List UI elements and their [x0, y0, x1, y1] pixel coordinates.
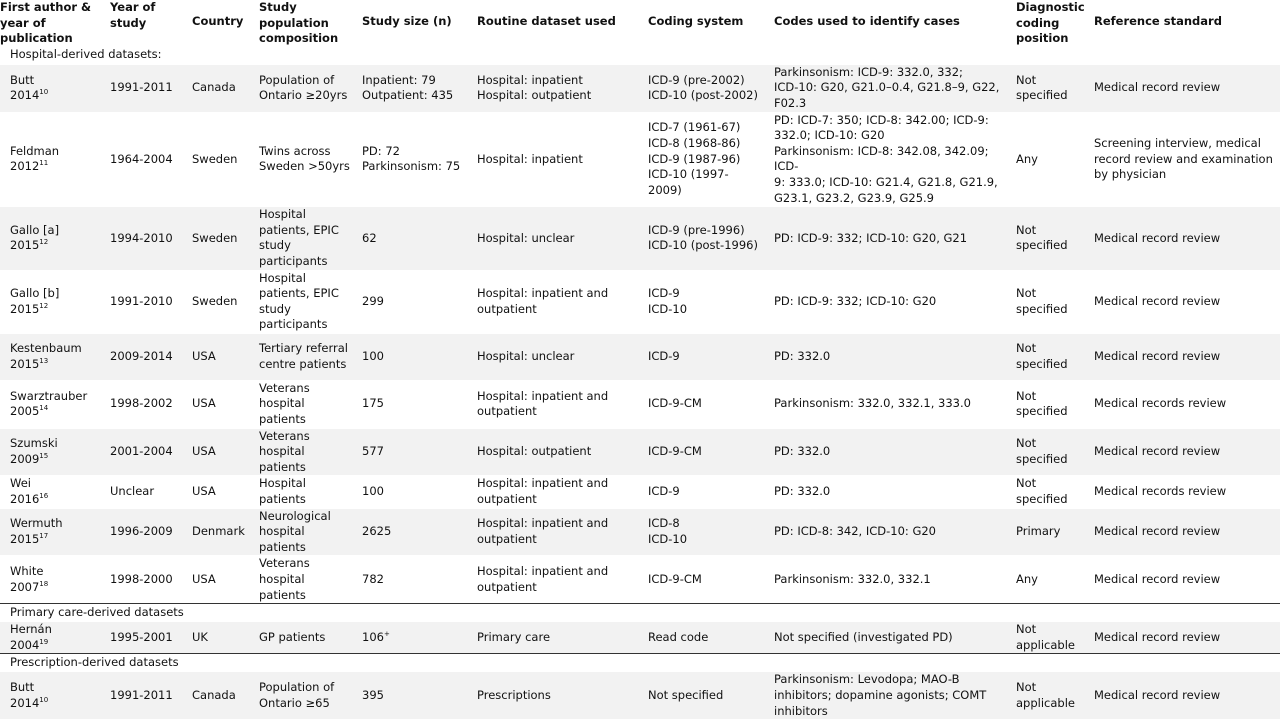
- country-text: Canada: [192, 80, 236, 95]
- reference-number: 10: [39, 88, 49, 97]
- section-header: [0, 654, 1280, 672]
- author-text: Butt 2014: [10, 72, 40, 103]
- size-footnote-mark: +: [383, 630, 390, 639]
- author-text: Kestenbaum 2015: [10, 341, 82, 371]
- cell-reference: [1086, 428, 1280, 476]
- coding-text: ICD-9: [648, 484, 680, 499]
- author-text: Gallo [a] 2015: [10, 222, 60, 253]
- reference-text: Medical record review: [1094, 80, 1221, 95]
- population-text: Twins across Sweden >50yrs: [259, 143, 350, 174]
- year-text: 1991-2011: [110, 80, 173, 95]
- section-title: Prescription-derived datasets: [0, 654, 1280, 672]
- cell-population: [251, 556, 354, 604]
- codes-text: PD: ICD-8: 342, ICD-10: G20: [774, 524, 936, 539]
- cell-reference: [1086, 207, 1280, 270]
- cell-year: [102, 508, 184, 556]
- cell-population: [251, 112, 354, 207]
- cell-dataset: [469, 270, 640, 333]
- table-row: [0, 508, 1280, 556]
- codes-text: Parkinsonism: 332.0, 332.1, 333.0: [774, 396, 971, 411]
- dataset-text: Hospital: inpatient Hospital: outpatient: [477, 72, 592, 103]
- dataset-text: Hospital: inpatient and outpatient: [477, 516, 609, 547]
- dataset-text: Hospital: inpatient and outpatient: [477, 388, 609, 419]
- cell-codes: [766, 270, 1008, 333]
- reference-number: 18: [39, 579, 49, 588]
- cell-reference: [1086, 64, 1280, 112]
- cell-reference: [1086, 112, 1280, 207]
- author-text: Szumski 2009: [10, 436, 58, 467]
- codes-text: PD: ICD-9: 332; ICD-10: G20: [774, 293, 937, 308]
- position-text: Not applicable: [1016, 622, 1075, 652]
- cell-population: [251, 333, 354, 380]
- position-text: Not specified: [1016, 341, 1068, 371]
- section-header: [0, 604, 1280, 622]
- country-text: Denmark: [192, 524, 245, 539]
- table-row: [0, 428, 1280, 476]
- cell-year: [102, 112, 184, 207]
- cell-position: [1008, 64, 1086, 112]
- country-text: USA: [192, 444, 216, 459]
- coding-text: ICD-7 (1961-67) ICD-8 (1968-86) ICD-9 (1987-96) ICD-10 (1997-2009): [648, 120, 741, 197]
- cell-codes: [766, 508, 1008, 556]
- position-text: Not specified: [1016, 388, 1068, 419]
- header-codes: Codes used to identify cases: [774, 14, 960, 28]
- cell-size: [354, 207, 469, 270]
- cell-country: [184, 333, 251, 380]
- section-header: [0, 47, 1280, 65]
- section-title: Primary care-derived datasets: [0, 604, 1280, 622]
- header-country: Country: [192, 14, 244, 28]
- reference-text: Medical record review: [1094, 572, 1221, 586]
- country-text: USA: [192, 349, 216, 364]
- codes-text: Parkinsonism: ICD-9: 332.0, 332; ICD-10: G20, G21.0–0.4, G21.8–9, G22, F02.3: [774, 64, 1000, 110]
- cell-size: [354, 333, 469, 380]
- cell-position: [1008, 270, 1086, 333]
- dataset-text: Hospital: inpatient: [477, 151, 583, 166]
- author-text: White 2007: [10, 564, 44, 594]
- country-text: Canada: [192, 687, 236, 702]
- country-text: Sweden: [192, 151, 238, 166]
- header-population: Study population composition: [259, 0, 339, 46]
- population-text: Hospital patients, EPIC study participants: [259, 270, 339, 332]
- cell-dataset: [469, 380, 640, 428]
- size-text: 299: [362, 293, 384, 308]
- cell-codes: [766, 207, 1008, 270]
- codes-text: Not specified (investigated PD): [774, 629, 953, 644]
- reference-text: Screening interview, medical record review and examination by physician: [1094, 135, 1273, 182]
- cell-country: [184, 672, 251, 719]
- codes-text: PD: ICD-9: 332; ICD-10: G20, G21: [774, 230, 968, 245]
- cell-dataset: [469, 333, 640, 380]
- cell-author: [0, 622, 102, 654]
- cell-dataset: [469, 428, 640, 476]
- cell-author: [0, 508, 102, 556]
- population-text: GP patients: [259, 629, 326, 644]
- table-row: [0, 672, 1280, 719]
- header-author: First author & year of publication: [0, 0, 92, 46]
- coding-text: ICD-9 (pre-2002) ICD-10 (post-2002): [648, 72, 758, 103]
- reference-number: 12: [39, 238, 49, 247]
- author-text: Feldman 2012: [10, 143, 60, 174]
- cell-country: [184, 64, 251, 112]
- population-text: Veterans hospital patients: [259, 556, 310, 602]
- reference-number: 12: [39, 301, 49, 310]
- dataset-text: Hospital: outpatient: [477, 444, 592, 459]
- year-text: 2001-2004: [110, 444, 173, 459]
- size-text: Inpatient: 79 Outpatient: 435: [362, 72, 454, 103]
- reference-number: 16: [39, 492, 49, 501]
- cell-author: [0, 380, 102, 428]
- reference-text: Medical record review: [1094, 349, 1221, 364]
- population-text: Population of Ontario ≥65: [259, 680, 335, 710]
- position-text: Primary: [1016, 524, 1061, 539]
- coding-text: ICD-9-CM: [648, 444, 702, 459]
- cell-coding: [640, 112, 766, 207]
- cell-dataset: [469, 476, 640, 508]
- cell-codes: [766, 428, 1008, 476]
- author-text: Butt 2014: [10, 680, 40, 710]
- cell-coding: [640, 622, 766, 654]
- author-text: Gallo [b] 2015: [10, 286, 60, 316]
- cell-country: [184, 476, 251, 508]
- cell-population: [251, 380, 354, 428]
- reference-number: 13: [39, 357, 49, 366]
- cell-codes: [766, 64, 1008, 112]
- cell-population: [251, 622, 354, 654]
- year-text: 1998-2000: [110, 572, 173, 586]
- cell-coding: [640, 672, 766, 719]
- position-text: Not specified: [1016, 222, 1068, 253]
- cell-author: [0, 672, 102, 719]
- reference-number: 11: [39, 159, 49, 168]
- year-text: 2009-2014: [110, 349, 173, 364]
- cell-year: [102, 672, 184, 719]
- header-position: Diagnostic coding position: [1016, 0, 1085, 46]
- author-text: Hernán 2004: [10, 622, 52, 652]
- cell-coding: [640, 556, 766, 604]
- position-text: Any: [1016, 151, 1038, 166]
- cell-dataset: [469, 112, 640, 207]
- cell-population: [251, 476, 354, 508]
- size-text: 62: [362, 230, 377, 245]
- codes-text: PD: 332.0: [774, 484, 831, 499]
- cell-reference: [1086, 556, 1280, 604]
- table-body: [0, 47, 1280, 719]
- position-text: Any: [1016, 572, 1038, 586]
- reference-number: 14: [39, 404, 49, 413]
- cell-reference: [1086, 476, 1280, 508]
- cell-author: [0, 556, 102, 604]
- reference-text: Medical record review: [1094, 524, 1221, 539]
- cell-year: [102, 333, 184, 380]
- cell-coding: [640, 508, 766, 556]
- header-reference: Reference standard: [1094, 14, 1222, 28]
- reference-text: Medical records review: [1094, 396, 1227, 411]
- size-text: 100: [362, 484, 384, 499]
- table-row: [0, 476, 1280, 508]
- coding-text: ICD-9-CM: [648, 572, 702, 586]
- country-text: UK: [192, 629, 208, 644]
- cell-coding: [640, 207, 766, 270]
- table-row: [0, 207, 1280, 270]
- header-size: Study size (n): [362, 14, 452, 28]
- cell-population: [251, 64, 354, 112]
- reference-text: Medical record review: [1094, 629, 1221, 644]
- cell-coding: [640, 380, 766, 428]
- cell-reference: [1086, 380, 1280, 428]
- size-text: 106: [362, 629, 384, 644]
- cell-year: [102, 476, 184, 508]
- reference-text: Medical record review: [1094, 293, 1221, 308]
- cell-dataset: [469, 508, 640, 556]
- size-text: 175: [362, 396, 384, 411]
- section-title: Hospital-derived datasets:: [10, 47, 162, 62]
- cell-size: [354, 64, 469, 112]
- cell-author: [0, 428, 102, 476]
- cell-position: [1008, 556, 1086, 604]
- header-row: [0, 0, 1280, 47]
- cell-author: [0, 207, 102, 270]
- author-text: Wermuth 2015: [10, 516, 63, 547]
- cell-coding: [640, 64, 766, 112]
- cell-year: [102, 380, 184, 428]
- population-text: Veterans hospital patients: [259, 428, 310, 474]
- size-text: 2625: [362, 524, 392, 539]
- cell-year: [102, 556, 184, 604]
- cell-codes: [766, 380, 1008, 428]
- cell-country: [184, 622, 251, 654]
- year-text: 1995-2001: [110, 629, 173, 644]
- year-text: 1994-2010: [110, 230, 173, 245]
- population-text: Tertiary referral centre patients: [259, 341, 348, 371]
- size-text: 395: [362, 687, 384, 702]
- country-text: Sweden: [192, 293, 238, 308]
- position-text: Not specified: [1016, 436, 1068, 467]
- population-text: Neurological hospital patients: [259, 508, 331, 554]
- cell-size: [354, 476, 469, 508]
- coding-text: Read code: [648, 629, 709, 644]
- cell-country: [184, 556, 251, 604]
- dataset-text: Hospital: inpatient and outpatient: [477, 564, 609, 594]
- cell-coding: [640, 476, 766, 508]
- cell-country: [184, 112, 251, 207]
- year-text: 1991-2010: [110, 293, 173, 308]
- cell-reference: [1086, 508, 1280, 556]
- dataset-text: Hospital: inpatient and outpatient: [477, 286, 609, 316]
- reference-text: Medical record review: [1094, 444, 1221, 459]
- cell-size: [354, 380, 469, 428]
- cell-codes: [766, 476, 1008, 508]
- size-text: 782: [362, 572, 384, 586]
- population-text: Veterans hospital patients: [259, 380, 310, 427]
- coding-text: Not specified: [648, 687, 724, 702]
- cell-dataset: [469, 556, 640, 604]
- coding-text: ICD-9-CM: [648, 396, 702, 411]
- size-text: 577: [362, 444, 384, 459]
- cell-size: [354, 270, 469, 333]
- cell-population: [251, 672, 354, 719]
- country-text: Sweden: [192, 230, 238, 245]
- cell-dataset: [469, 207, 640, 270]
- cell-country: [184, 428, 251, 476]
- coding-text: ICD-8 ICD-10: [648, 516, 688, 547]
- position-text: Not specified: [1016, 476, 1068, 507]
- dataset-text: Primary care: [477, 629, 551, 644]
- cell-position: [1008, 380, 1086, 428]
- cell-author: [0, 112, 102, 207]
- cell-author: [0, 270, 102, 333]
- cell-coding: [640, 333, 766, 380]
- coding-text: ICD-9: [648, 349, 680, 364]
- reference-number: 17: [39, 532, 49, 541]
- cell-reference: [1086, 622, 1280, 654]
- cell-size: [354, 508, 469, 556]
- reference-text: Medical records review: [1094, 484, 1227, 499]
- cell-coding: [640, 270, 766, 333]
- cell-country: [184, 380, 251, 428]
- cell-position: [1008, 207, 1086, 270]
- population-text: Population of Ontario ≥20yrs: [259, 72, 348, 103]
- cell-author: [0, 476, 102, 508]
- cell-population: [251, 428, 354, 476]
- cell-dataset: [469, 672, 640, 719]
- codes-text: Parkinsonism: 332.0, 332.1: [774, 572, 931, 586]
- author-text: Wei 2016: [10, 476, 40, 507]
- table-row: [0, 380, 1280, 428]
- reference-number: 10: [39, 695, 49, 704]
- header-dataset: Routine dataset used: [477, 14, 616, 28]
- year-text: 1991-2011: [110, 687, 173, 702]
- population-text: Hospital patients, EPIC study participants: [259, 207, 339, 268]
- cell-position: [1008, 333, 1086, 380]
- country-text: USA: [192, 572, 216, 586]
- header-coding: Coding system: [648, 14, 744, 28]
- codes-text: PD: ICD-7: 350; ICD-8: 342.00; ICD-9: 332.0; ICD-10: G20 Parkinsonism: ICD-8: 342.08, 342.09; ICD- 9: 333.0; ICD-10: G21.4, G21.8, G21.9, G23.1, G23.2, G23.9, G25.9: [774, 112, 998, 205]
- table-row: [0, 556, 1280, 604]
- reference-number: 15: [39, 452, 49, 461]
- cell-author: [0, 64, 102, 112]
- cell-codes: [766, 672, 1008, 719]
- position-text: Not specified: [1016, 72, 1068, 103]
- cell-year: [102, 207, 184, 270]
- table-row: [0, 333, 1280, 380]
- cell-coding: [640, 428, 766, 476]
- cell-reference: [1086, 270, 1280, 333]
- cell-position: [1008, 428, 1086, 476]
- cell-position: [1008, 112, 1086, 207]
- cell-population: [251, 207, 354, 270]
- country-text: USA: [192, 484, 216, 499]
- cell-year: [102, 64, 184, 112]
- cell-codes: [766, 112, 1008, 207]
- dataset-text: Prescriptions: [477, 687, 551, 702]
- position-text: Not applicable: [1016, 680, 1075, 710]
- codes-text: PD: 332.0: [774, 349, 831, 364]
- coding-text: ICD-9 ICD-10: [648, 286, 688, 316]
- reference-text: Medical record review: [1094, 230, 1221, 245]
- cell-year: [102, 622, 184, 654]
- cell-country: [184, 508, 251, 556]
- population-text: Hospital patients: [259, 476, 306, 507]
- size-text: 100: [362, 349, 384, 364]
- cell-size: [354, 672, 469, 719]
- dataset-text: Hospital: inpatient and outpatient: [477, 476, 609, 507]
- cell-country: [184, 270, 251, 333]
- cell-author: [0, 333, 102, 380]
- header-year: Year of study: [110, 0, 156, 30]
- coding-text: ICD-9 (pre-1996) ICD-10 (post-1996): [648, 222, 758, 253]
- cell-dataset: [469, 622, 640, 654]
- cell-position: [1008, 672, 1086, 719]
- cell-size: [354, 428, 469, 476]
- cell-size: [354, 622, 469, 654]
- table-row: [0, 622, 1280, 654]
- cell-year: [102, 428, 184, 476]
- cell-year: [102, 270, 184, 333]
- dataset-text: Hospital: unclear: [477, 349, 575, 364]
- codes-text: Parkinsonism: Levodopa; MAO-B inhibitors; dopamine agonists; COMT inhibitors: [774, 672, 987, 718]
- cell-size: [354, 112, 469, 207]
- cell-codes: [766, 333, 1008, 380]
- cell-dataset: [469, 64, 640, 112]
- table-row: [0, 112, 1280, 207]
- reference-text: Medical record review: [1094, 687, 1221, 702]
- cell-codes: [766, 556, 1008, 604]
- year-text: Unclear: [110, 484, 155, 499]
- year-text: 1964-2004: [110, 151, 173, 166]
- dataset-text: Hospital: unclear: [477, 230, 575, 245]
- table-row: [0, 270, 1280, 333]
- cell-population: [251, 270, 354, 333]
- year-text: 1998-2002: [110, 396, 173, 411]
- cell-codes: [766, 622, 1008, 654]
- position-text: Not specified: [1016, 286, 1068, 316]
- cell-size: [354, 556, 469, 604]
- year-text: 1996-2009: [110, 524, 173, 539]
- table-row: [0, 64, 1280, 112]
- cell-country: [184, 207, 251, 270]
- codes-text: PD: 332.0: [774, 444, 831, 459]
- cell-position: [1008, 476, 1086, 508]
- cell-population: [251, 508, 354, 556]
- size-text: PD: 72 Parkinsonism: 75: [362, 143, 461, 174]
- cell-position: [1008, 622, 1086, 654]
- country-text: USA: [192, 396, 216, 411]
- cell-reference: [1086, 672, 1280, 719]
- author-text: Swarztrauber 2005: [10, 388, 88, 419]
- reference-number: 19: [39, 637, 49, 646]
- cell-position: [1008, 508, 1086, 556]
- cell-reference: [1086, 333, 1280, 380]
